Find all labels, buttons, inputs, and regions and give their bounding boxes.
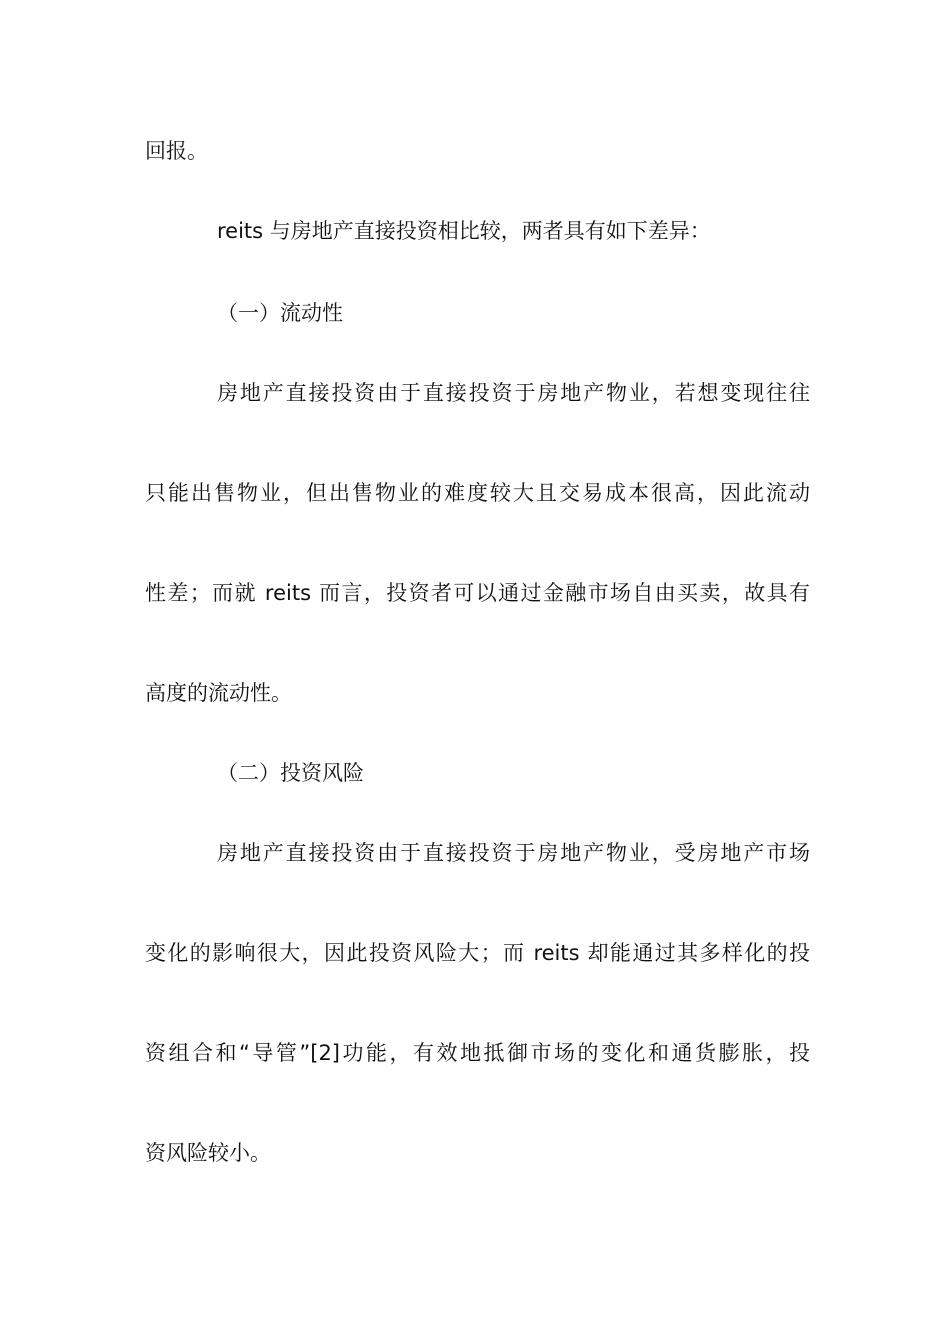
section-heading-investment-risk: （二）投资风险 xyxy=(217,761,364,785)
paragraph-line: 资风险较小。 xyxy=(145,1141,271,1165)
paragraph-line: 只能出售物业，但出售物业的难度较大且交易成本很高，因此流动 xyxy=(145,481,810,505)
paragraph-line: 高度的流动性。 xyxy=(145,681,292,705)
paragraph-line: 资组合和“导管”[2]功能，有效地抵御市场的变化和通货膨胀，投 xyxy=(145,1041,810,1065)
paragraph-line: 性差；而就 reits 而言，投资者可以通过金融市场自由买卖，故具有 xyxy=(145,581,810,605)
section-heading-liquidity: （一）流动性 xyxy=(217,301,343,325)
paragraph-end-line: 回报。 xyxy=(145,139,208,163)
intro-paragraph: reits 与房地产直接投资相比较，两者具有如下差异： xyxy=(217,219,711,243)
paragraph-line: 房地产直接投资由于直接投资于房地产物业，若想变现往往 xyxy=(217,381,810,405)
paragraph-line: 房地产直接投资由于直接投资于房地产物业，受房地产市场 xyxy=(217,841,810,865)
paragraph-line: 变化的影响很大，因此投资风险大；而 reits 却能通过其多样化的投 xyxy=(145,941,810,965)
